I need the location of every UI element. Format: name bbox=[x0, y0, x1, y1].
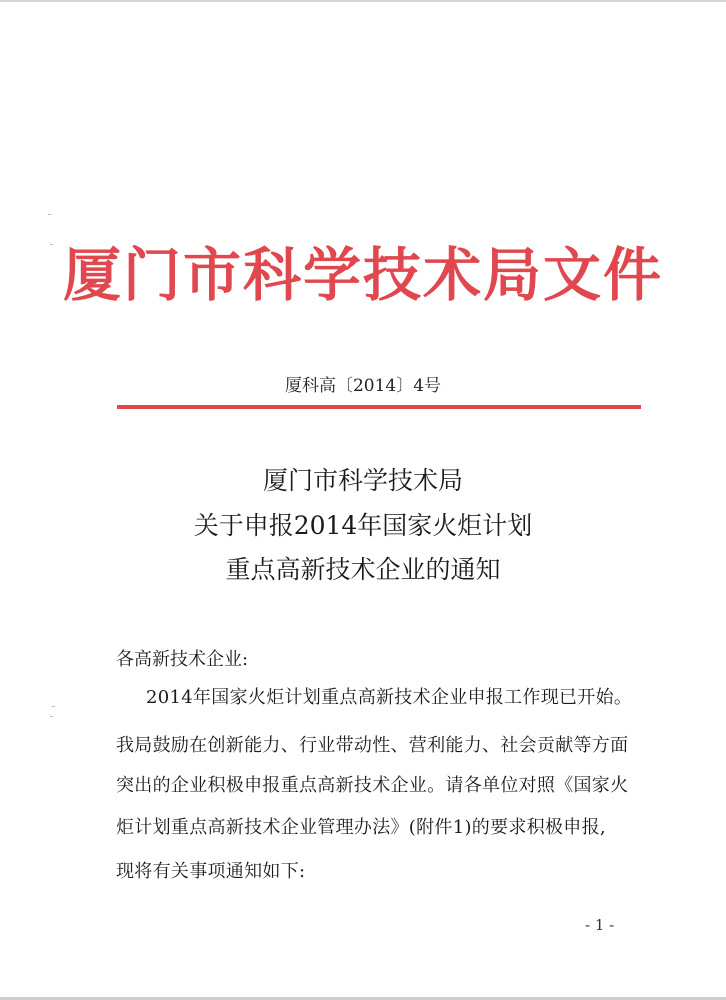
red-divider-line bbox=[117, 405, 641, 409]
body-paragraph-line: 2014年国家火炬计划重点高新技术企业申报工作现已开始。 bbox=[146, 687, 633, 708]
notice-title-line-2: 关于申报2014年国家火炬计划 bbox=[193, 511, 533, 540]
body-paragraph-line: 现将有关事项通知如下: bbox=[116, 861, 306, 882]
notice-title-line-1: 厦门市科学技术局 bbox=[262, 466, 463, 495]
document-number: 厦科高〔2014〕4号 bbox=[284, 376, 442, 396]
scan-speck bbox=[52, 706, 55, 707]
scan-edge-top bbox=[0, 0, 726, 2]
body-paragraph-line: 炬计划重点高新技术企业管理办法》(附件1)的要求积极申报, bbox=[116, 817, 606, 838]
masthead-title: 厦门市科学技术局文件 bbox=[62, 241, 663, 309]
scan-speck bbox=[48, 214, 51, 215]
scan-speck bbox=[50, 716, 53, 717]
body-paragraph-line: 我局鼓励在创新能力、行业带动性、营利能力、社会贡献等方面 bbox=[116, 735, 629, 756]
notice-title-line-3: 重点高新技术企业的通知 bbox=[225, 555, 501, 584]
page-number: - 1 - bbox=[585, 916, 615, 934]
body-paragraph-line: 突出的企业积极申报重点高新技术企业。请各单位对照《国家火 bbox=[116, 775, 629, 796]
salutation: 各高新技术企业: bbox=[116, 649, 249, 670]
